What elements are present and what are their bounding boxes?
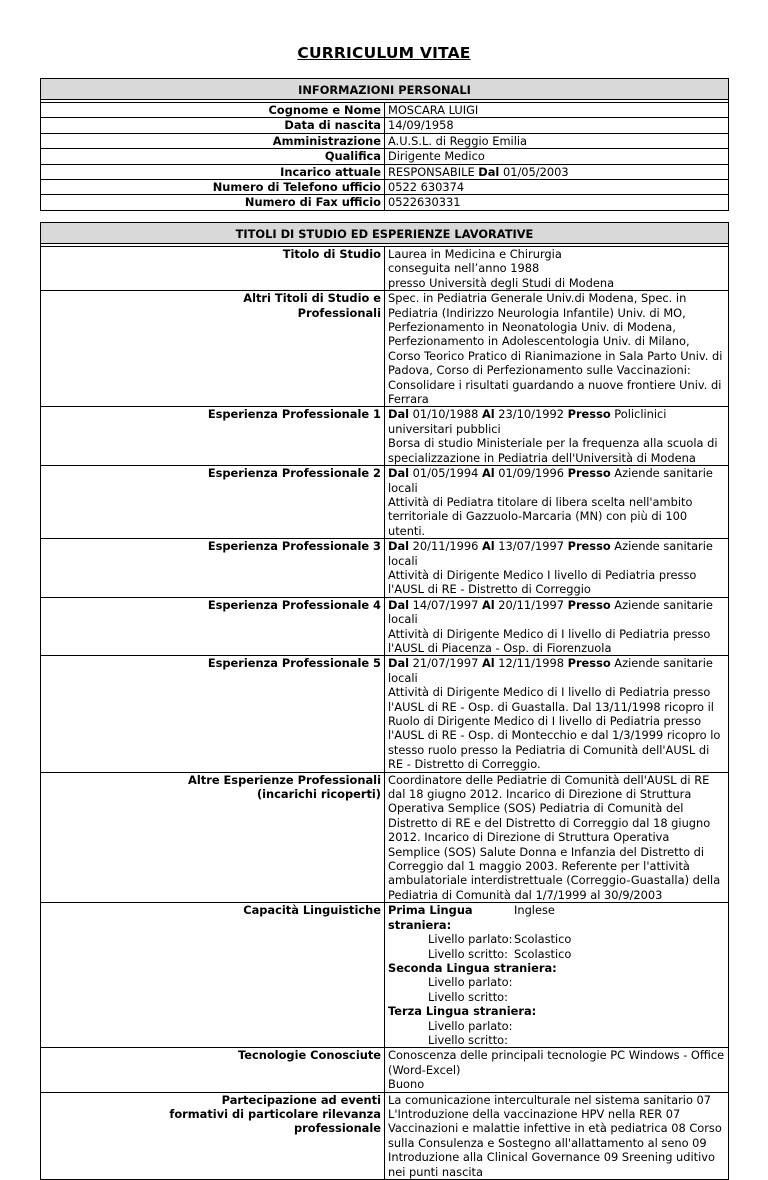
- employer: Policlinici universitari pubblici: [388, 407, 667, 436]
- field-value: [385, 247, 729, 291]
- experience-description: Attività di Dirigente Medico di I livello di Pediatria presso l'AUSL di RE - Osp. di Guastalla. Dal 13/11/1998 ricopro il Ruolo di Dirigente Medico di I livello di Pediatria presso l'AUSL di RE - Osp. di Montecchio e dal 1/3/1999 ricopro lo stesso ruolo presso la Pediatria di Comunità dell'AUSL di RE - Distretto di Correggio.: [388, 685, 721, 772]
- date-from: 01/10/1988: [409, 407, 482, 422]
- employer: Aziende sanitarie locali: [388, 597, 713, 627]
- field-value: [385, 597, 729, 656]
- field-label: Qualifica: [41, 149, 385, 164]
- keyword-dal: Dal: [388, 539, 410, 554]
- table-row: [41, 133, 729, 148]
- table-row: [41, 118, 729, 133]
- field-label: Incarico attuale: [41, 164, 385, 179]
- value-line: Laurea in Medicina e Chirurgia: [388, 247, 562, 261]
- keyword-al: Al: [481, 466, 495, 481]
- written-level-row: [388, 947, 725, 961]
- field-value: Coordinatore delle Pediatrie di Comunità dell'AUSL di RE dal 18 giugno 2012. Incarico di Direzione di Struttura Operativa Semplice (SOS) Pediatria di Comunità del Distretto di RE e del Distretto di Correggio dal 18 giugno 2012. Incarico di Direzione di Struttura Operativa Semplice (SOS) Salute Donna e Infanzia del Distretto di Correggio dal 1 maggio 2003. Referente per l'attività ambulatoriale interdistrettuale (Correggio-Guastalla) della Pediatria di Comunità dal 1/7/1999 al 30/9/2003: [385, 772, 729, 903]
- keyword-dal: Dal: [388, 656, 410, 671]
- studies-experience-table: [40, 222, 729, 1180]
- field-value: La comunicazione interculturale nel sistema sanitario 07 L'Introduzione della vaccinazione HPV nella RER 07 Vaccinazioni e malattie infettive in età pediatrica 08 Corso sulla Consulenza e Sostegno all'allattamento al seno 09 Introduzione alla Clinical Governance 09 Sreening uditivo nei punti nascita: [385, 1092, 729, 1179]
- table-row: [41, 164, 729, 179]
- table-row: [41, 180, 729, 195]
- field-label: [41, 772, 385, 903]
- field-value: MOSCARA LUIGI: [385, 103, 729, 118]
- third-language-label: Terza Lingua straniera:: [388, 1004, 537, 1019]
- table-row: [41, 247, 729, 291]
- field-label: Esperienza Professionale 4: [41, 597, 385, 656]
- field-value: [385, 656, 729, 772]
- keyword-al: Al: [481, 407, 495, 422]
- field-value: [385, 466, 729, 539]
- keyword-presso: Presso: [567, 656, 611, 671]
- field-value: [385, 903, 729, 1048]
- date-to: 23/10/1992: [494, 407, 568, 422]
- keyword-dal: Dal: [388, 597, 410, 612]
- value-line: Buono: [388, 1077, 425, 1092]
- field-label: Tecnologie Conosciute: [41, 1048, 385, 1092]
- field-label: Esperienza Professionale 3: [41, 539, 385, 598]
- field-label: Esperienza Professionale 2: [41, 466, 385, 539]
- keyword-dal: Dal: [478, 164, 500, 179]
- label-line: professionale: [294, 1121, 381, 1136]
- field-label: [41, 1092, 385, 1179]
- field-label: Numero di Fax ufficio: [41, 195, 385, 210]
- date-to: 13/07/1997: [494, 539, 568, 554]
- experience-period: [388, 407, 725, 436]
- field-label: Cognome e Nome: [41, 103, 385, 118]
- keyword-al: Al: [481, 656, 495, 671]
- label-line: Professionali: [297, 305, 381, 320]
- spoken-level-value: Scolastico: [514, 932, 572, 947]
- table-row: [41, 103, 729, 118]
- keyword-dal: Dal: [388, 466, 410, 481]
- first-language-label: Prima Lingua straniera:: [388, 903, 473, 932]
- label-line: (incarichi ricoperti): [256, 787, 381, 802]
- spoken-level-label: Livello parlato:: [428, 932, 513, 947]
- keyword-presso: Presso: [567, 597, 611, 612]
- field-value: Dirigente Medico: [385, 149, 729, 164]
- written-level-label: Livello scritto:: [428, 946, 508, 961]
- label-line: Partecipazione ad eventi: [221, 1092, 381, 1107]
- field-value: [385, 539, 729, 598]
- value-line: conseguita nell’anno 1988: [388, 261, 540, 276]
- table-row: [41, 597, 729, 656]
- keyword-presso: Presso: [567, 539, 611, 554]
- field-value: [385, 164, 729, 179]
- date-from: 21/07/1997: [409, 656, 482, 671]
- date-to: 12/11/1998: [494, 656, 568, 671]
- keyword-presso: Presso: [567, 466, 611, 481]
- second-written-label: Livello scritto:: [428, 989, 508, 1004]
- date-from: 01/05/1994: [409, 466, 482, 481]
- first-language-value: Inglese: [514, 903, 555, 918]
- field-label: [41, 291, 385, 407]
- keyword-presso: Presso: [567, 407, 611, 422]
- field-label: Esperienza Professionale 5: [41, 656, 385, 772]
- field-value: 14/09/1958: [385, 118, 729, 133]
- employer: Aziende sanitarie locali: [388, 539, 713, 568]
- value-line: Conoscenza delle principali tecnologie PC Windows - Office (Word-Excel): [388, 1048, 725, 1077]
- keyword-al: Al: [481, 539, 495, 554]
- table-row: [41, 772, 729, 903]
- experience-period: [388, 466, 725, 495]
- field-value: Spec. in Pediatria Generale Univ.di Modena, Spec. in Pediatria (Indirizzo Neurologia Infantile) Univ. di MO, Perfezionamento in Neonatologia Univ. di Modena, Perfezionamento in Adolescentologia Univ. di Milano, Corso Teorico Pratico di Rianimazione in Sala Parto Univ. di Padova, Corso di Perfezionamento sulle Vaccinazioni: Consolidare i risultati guardando a nuove frontiere Univ. di Ferrara: [385, 291, 729, 407]
- field-value: 0522630331: [385, 195, 729, 210]
- personal-info-table: [40, 78, 729, 211]
- keyword-al: Al: [481, 597, 495, 612]
- date-to: 01/09/1996: [494, 466, 568, 481]
- field-label: Capacità Linguistiche: [41, 903, 385, 1048]
- studies-header-row: [41, 223, 729, 244]
- table-row: [41, 195, 729, 210]
- experience-period: [388, 539, 725, 568]
- value-line: presso Università degli Studi di Modena: [388, 275, 615, 290]
- field-label: Titolo di Studio: [41, 247, 385, 291]
- second-spoken-label: Livello parlato:: [428, 975, 513, 990]
- field-value: 0522 630374: [385, 180, 729, 195]
- personal-header-row: [41, 79, 729, 100]
- keyword-dal: Dal: [388, 407, 410, 422]
- label-line: Altri Titoli di Studio e: [243, 291, 381, 306]
- field-label: Esperienza Professionale 1: [41, 407, 385, 466]
- employer: Aziende sanitarie locali: [388, 656, 713, 685]
- experience-period: [388, 656, 725, 685]
- table-row: [41, 466, 729, 539]
- third-spoken-label: Livello parlato:: [428, 1018, 513, 1033]
- document-title: CURRICULUM VITAE: [297, 44, 471, 62]
- third-written-label: Livello scritto:: [428, 1032, 508, 1047]
- employer: Aziende sanitarie locali: [388, 466, 713, 495]
- second-language-label: Seconda Lingua straniera:: [388, 960, 557, 975]
- table-row: [41, 1092, 729, 1179]
- personal-info-header: INFORMAZIONI PERSONALI: [41, 79, 729, 100]
- field-label: Numero di Telefono ufficio: [41, 180, 385, 195]
- date-to: 20/11/1997: [494, 597, 568, 612]
- label-line: Altre Esperienze Professionali: [188, 772, 381, 787]
- field-label: Amministrazione: [41, 133, 385, 148]
- table-row: [41, 903, 729, 1048]
- table-row: [41, 656, 729, 772]
- studies-header: TITOLI DI STUDIO ED ESPERIENZE LAVORATIVE: [41, 223, 729, 244]
- table-row: [41, 149, 729, 164]
- field-value: [385, 407, 729, 466]
- experience-period: [388, 598, 725, 627]
- first-language-row: [388, 903, 725, 932]
- date-from: 20/11/1996: [409, 539, 482, 554]
- experience-description: Attività di Dirigente Medico di I livello di Pediatria presso l'AUSL di Piacenza - Osp. di Fiorenzuola: [388, 626, 711, 655]
- value-text: RESPONSABILE: [388, 164, 479, 179]
- written-level-value: Scolastico: [514, 946, 572, 961]
- table-row: [41, 1048, 729, 1092]
- experience-description: Borsa di studio Ministeriale per la frequenza alla scuola di specializzazione in Pediatria dell'Università di Modena: [388, 436, 718, 465]
- field-label: Data di nascita: [41, 118, 385, 133]
- table-row: [41, 291, 729, 407]
- label-line: formativi di particolare rilevanza: [169, 1106, 381, 1121]
- experience-description: Attività di Pediatra titolare di libera scelta nell'ambito territoriale di Gazzuolo-Marcaria (MN) con più di 100 utenti.: [388, 494, 693, 538]
- value-date: 01/05/2003: [499, 164, 569, 179]
- spoken-level-row: [388, 932, 725, 946]
- table-row: [41, 539, 729, 598]
- field-value: A.U.S.L. di Reggio Emilia: [385, 133, 729, 148]
- date-from: 14/07/1997: [409, 597, 482, 612]
- experience-description: Attività di Dirigente Medico I livello di Pediatria presso l'AUSL di RE - Distretto di Correggio: [388, 567, 697, 597]
- field-value: [385, 1048, 729, 1092]
- table-row: [41, 407, 729, 466]
